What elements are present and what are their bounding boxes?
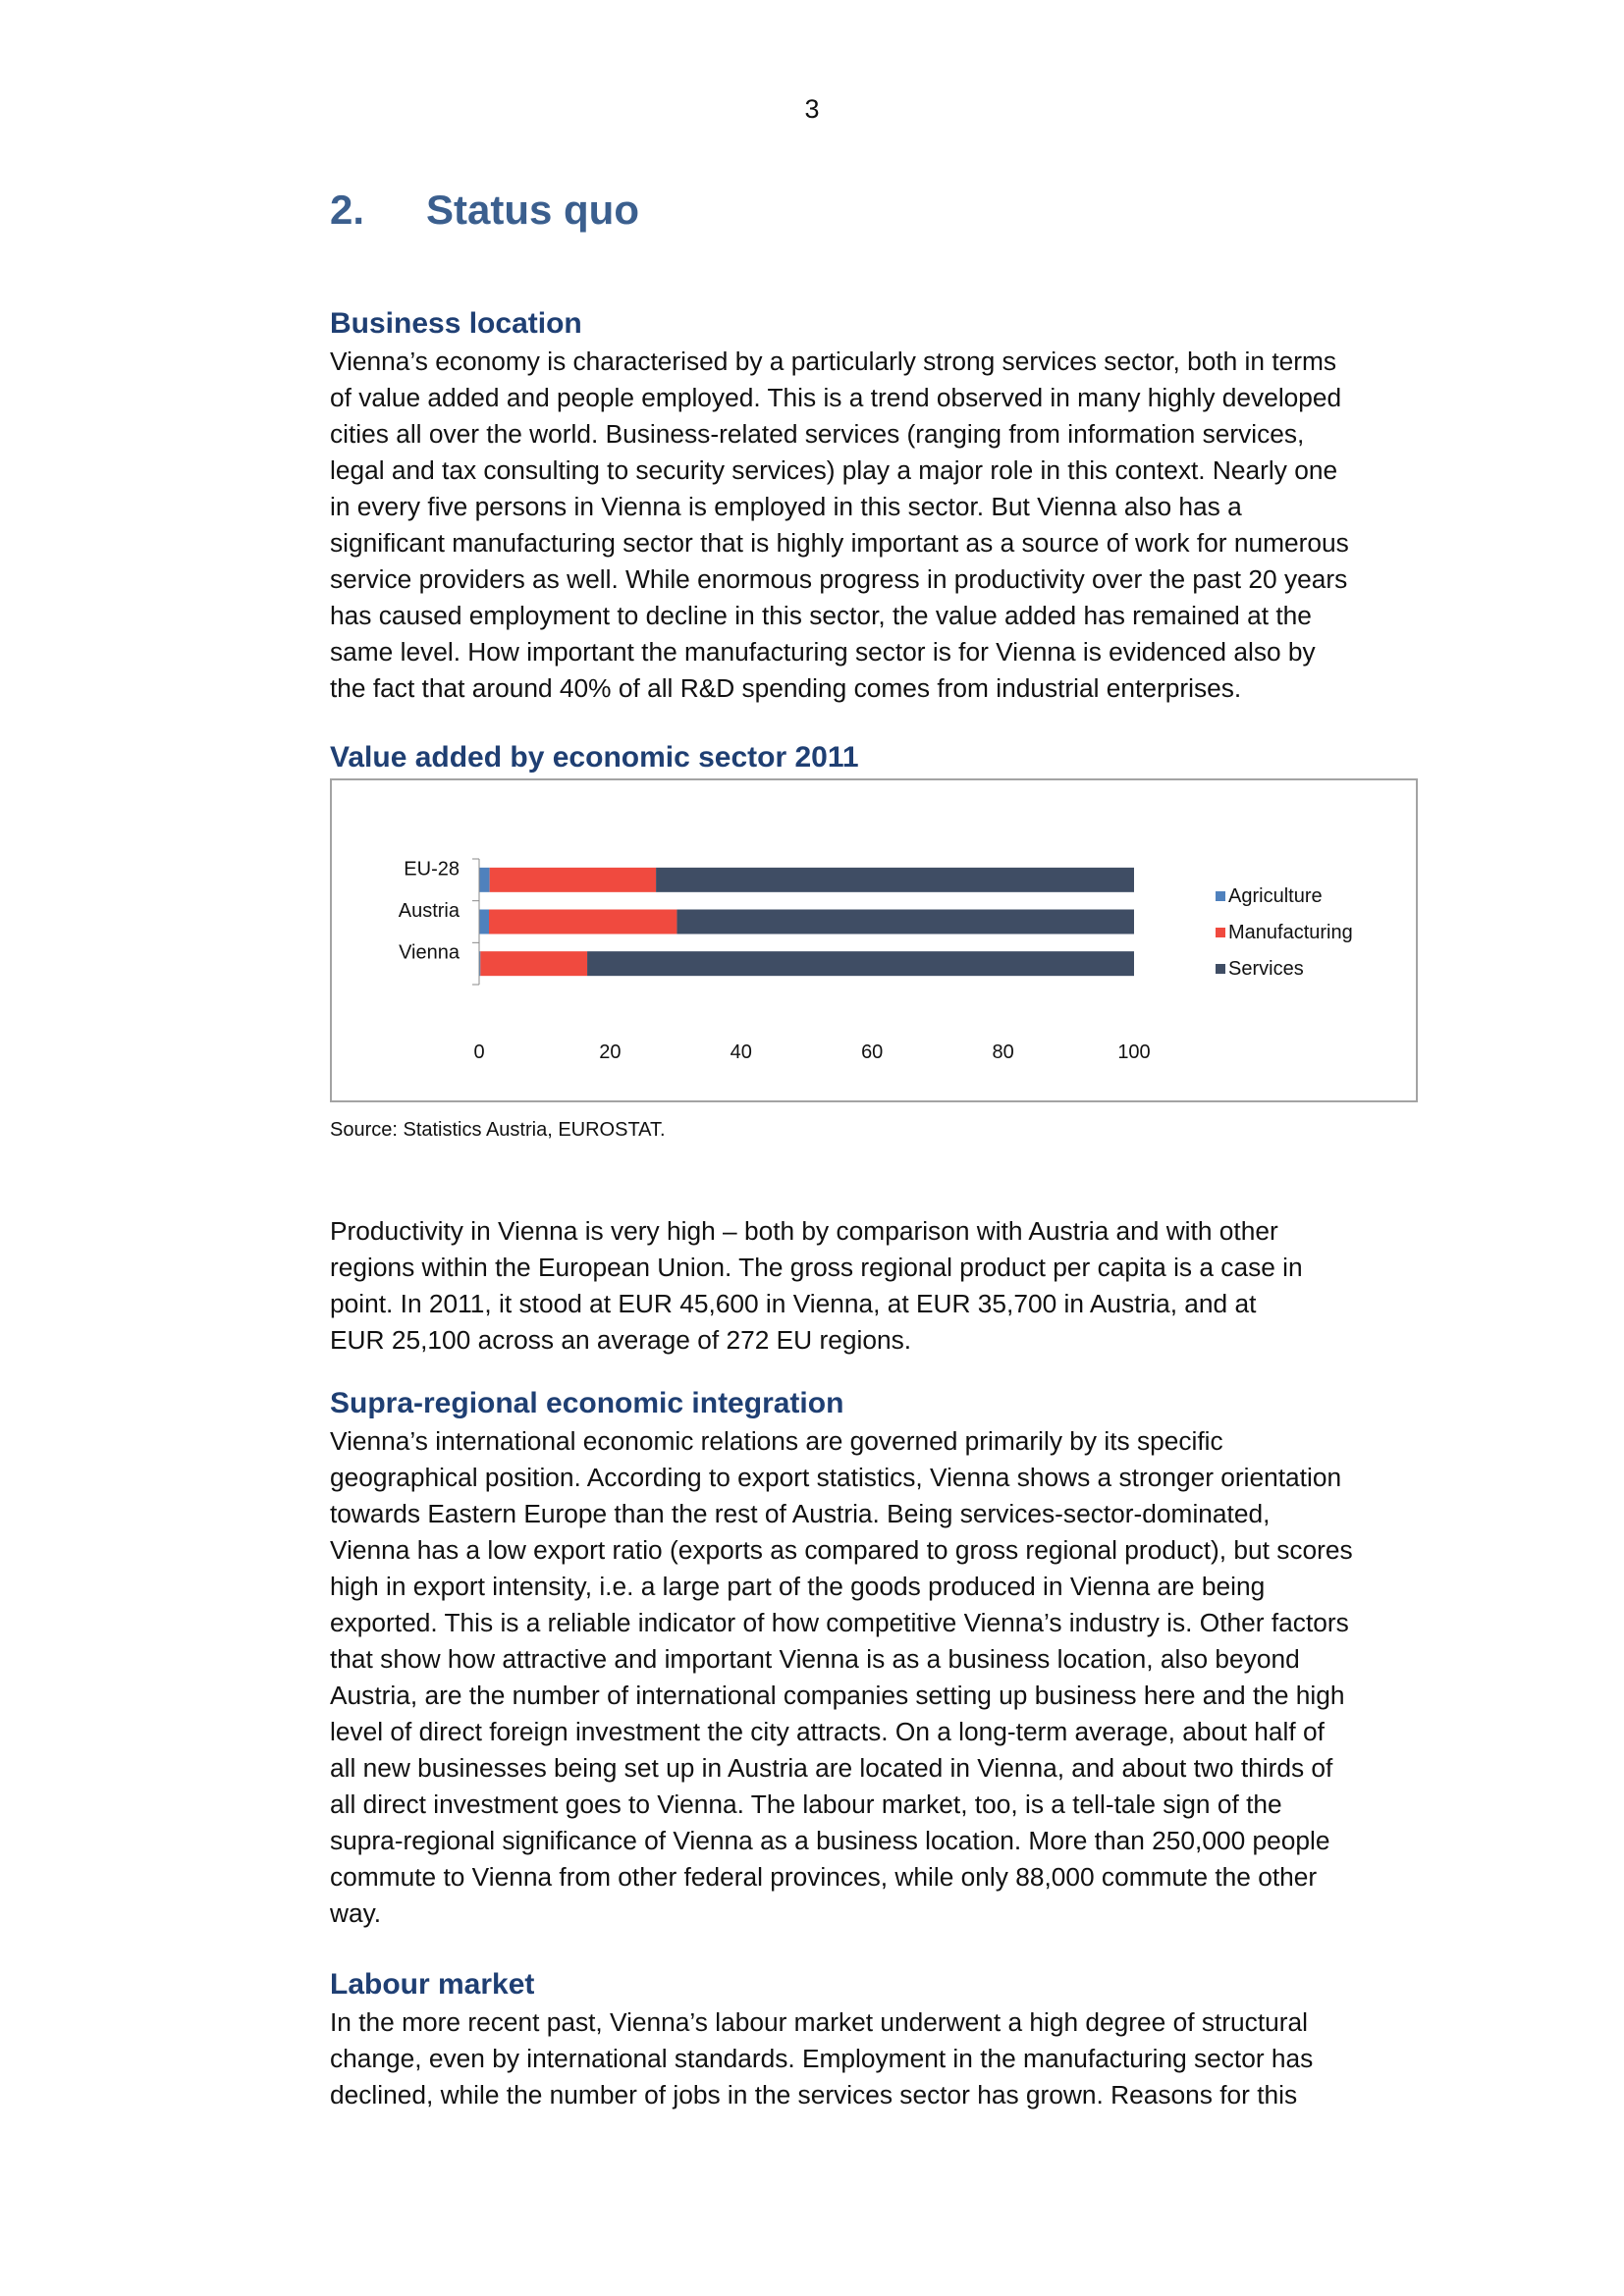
chapter-title: Status quo [426, 187, 639, 233]
chart-canvas [332, 780, 1416, 1100]
labour-market-section [330, 1965, 1420, 2113]
legend-label: Services [1228, 958, 1304, 980]
x-tick-label: 40 [730, 1041, 752, 1063]
bar-manufacturing-austria [489, 910, 677, 934]
text-line: the fact that around 40% of all R&D spending comes from industrial enterprises. [330, 673, 1242, 703]
text-line: way. [330, 1898, 382, 1928]
bar-manufacturing-vienna [480, 951, 587, 976]
text-line: towards Eastern Europe than the rest of Austria. Being services-sector-dominated, [330, 1499, 1271, 1528]
x-tick-label: 20 [599, 1041, 622, 1063]
category-label: Vienna [399, 941, 460, 964]
bar-services-vienna [587, 951, 1134, 976]
text-line: EUR 25,100 across an average of 272 EU regions. [330, 1325, 912, 1355]
text-line: point. In 2011, it stood at EUR 45,600 in Vienna, at EUR 35,700 in Austria, and at [330, 1289, 1257, 1318]
integration-section [330, 1384, 1420, 1932]
text-line: supra-regional significance of Vienna as a business location. More than 250,000 people [330, 1826, 1330, 1855]
text-line: Vienna’s economy is characterised by a particularly strong services sector, both in terms [330, 347, 1337, 376]
text-line: that show how attractive and important Vienna is as a business location, also beyond [330, 1644, 1300, 1674]
text-line: declined, while the number of jobs in the services sector has grown. Reasons for this [330, 2080, 1298, 2109]
labour-market-paragraph [330, 2004, 1420, 2113]
bar-services-austria [677, 910, 1134, 934]
x-tick-label: 80 [992, 1041, 1014, 1063]
text-line: regions within the European Union. The gross regional product per capita is a case in [330, 1253, 1303, 1282]
text-line: same level. How important the manufacturing sector is for Vienna is evidenced also by [330, 637, 1316, 667]
legend-label: Manufacturing [1228, 922, 1353, 943]
text-line: of value added and people employed. This is a trend observed in many highly developed [330, 383, 1342, 412]
x-tick-label: 100 [1117, 1041, 1151, 1063]
x-tick-label: 0 [473, 1041, 485, 1063]
chart-title-block [330, 738, 1420, 777]
text-line: Austria, are the number of international companies setting up business here and the high [330, 1681, 1345, 1710]
business-location-heading: Business location [330, 307, 582, 340]
text-line: level of direct foreign investment the city attracts. On a long-term average, about half of [330, 1717, 1325, 1746]
text-line: change, even by international standards. Employment in the manufacturing sector has [330, 2044, 1314, 2073]
business-location-paragraph [330, 344, 1420, 707]
bar-agriculture-eu-28 [479, 868, 490, 892]
text-line: cities all over the world. Business-related services (ranging from information services, [330, 419, 1305, 449]
category-label: EU-28 [404, 858, 460, 881]
chapter-heading [330, 187, 639, 234]
text-line: commute to Vienna from other federal provinces, while only 88,000 commute the other [330, 1862, 1318, 1892]
page-number: 3 [804, 94, 820, 124]
productivity-section [330, 1213, 1420, 1359]
business-location-section [330, 304, 1420, 707]
text-line: Productivity in Vienna is very high – both by comparison with Austria and with other [330, 1216, 1278, 1246]
text-line: In the more recent past, Vienna’s labour market underwent a high degree of structural [330, 2007, 1308, 2037]
text-line: all direct investment goes to Vienna. The labour market, too, is a tell-tale sign of the [330, 1789, 1282, 1819]
chart-source: Source: Statistics Austria, EUROSTAT. [330, 1119, 666, 1141]
value-added-chart [330, 778, 1418, 1102]
text-line: legal and tax consulting to security services) play a major role in this context. Nearly one [330, 455, 1338, 485]
legend-swatch-services [1216, 964, 1225, 974]
text-line: has caused employment to decline in this sector, the value added has remained at the [330, 601, 1312, 630]
text-line: service providers as well. While enormous progress in productivity over the past 20 years [330, 564, 1348, 594]
integration-paragraph [330, 1423, 1420, 1932]
text-line: significant manufacturing sector that is highly important as a source of work for numerous [330, 528, 1349, 558]
text-line: Vienna has a low export ratio (exports as compared to gross regional product), but scores [330, 1535, 1353, 1565]
text-line: exported. This is a reliable indicator of how competitive Vienna’s industry is. Other factors [330, 1608, 1349, 1637]
text-line: in every five persons in Vienna is employed in this sector. But Vienna also has a [330, 492, 1242, 521]
bar-services-eu-28 [656, 868, 1134, 892]
category-label: Austria [398, 900, 460, 922]
chart-title: Value added by economic sector 2011 [330, 741, 859, 774]
bar-manufacturing-eu-28 [490, 868, 656, 892]
legend-swatch-agriculture [1216, 891, 1225, 901]
text-line: all new businesses being set up in Austria are located in Vienna, and about two thirds of [330, 1753, 1333, 1783]
legend-swatch-manufacturing [1216, 928, 1225, 937]
text-line: geographical position. According to export statistics, Vienna shows a stronger orientation [330, 1463, 1342, 1492]
bar-agriculture-austria [479, 910, 489, 934]
x-tick-label: 60 [861, 1041, 884, 1063]
legend-label: Agriculture [1228, 885, 1323, 907]
text-line: high in export intensity, i.e. a large part of the goods produced in Vienna are being [330, 1572, 1266, 1601]
text-line: Vienna’s international economic relations are governed primarily by its specific [330, 1426, 1223, 1456]
integration-heading: Supra-regional economic integration [330, 1387, 844, 1419]
productivity-paragraph [330, 1213, 1420, 1359]
chapter-number: 2. [330, 187, 365, 233]
labour-market-heading: Labour market [330, 1968, 535, 2001]
